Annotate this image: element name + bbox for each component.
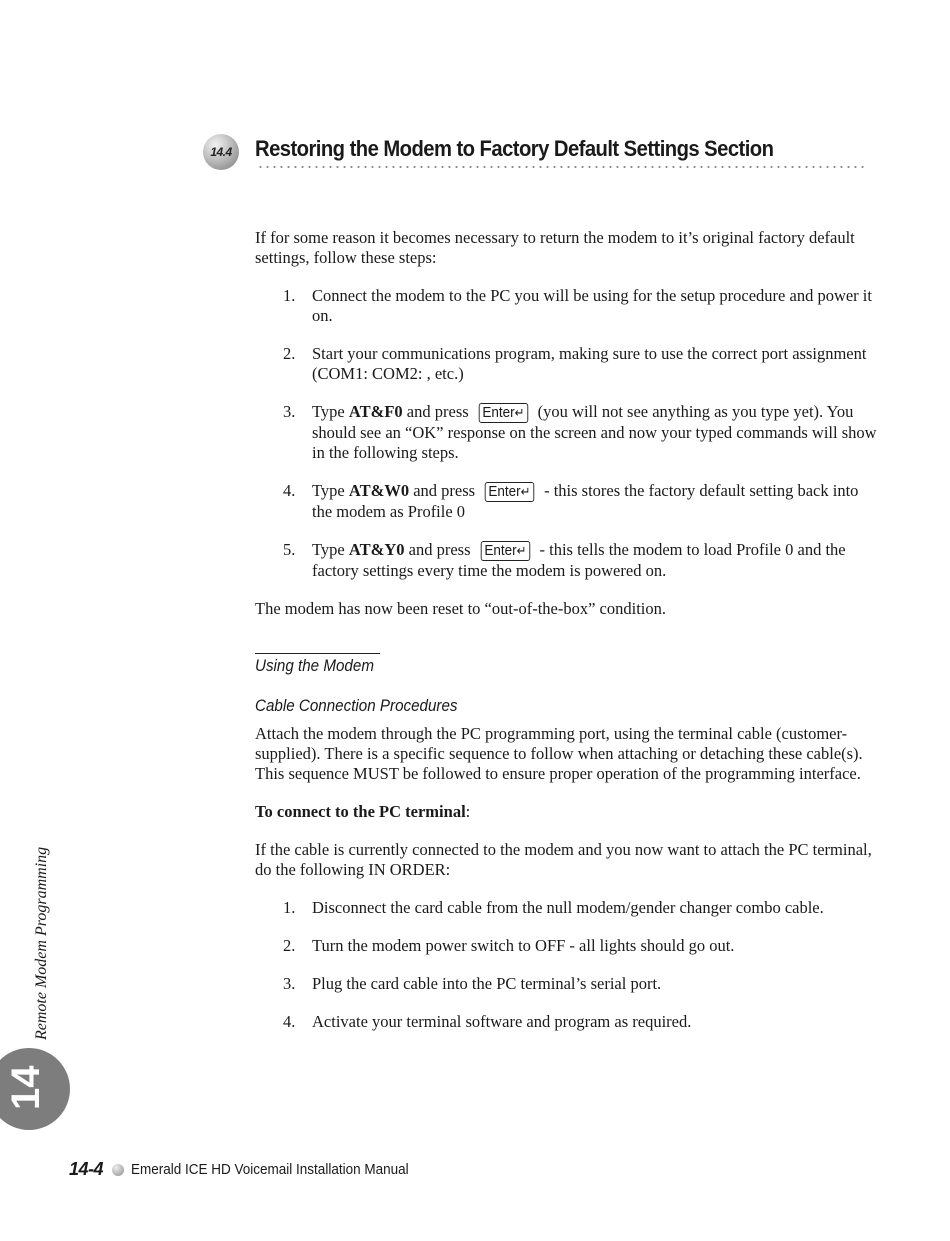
enter-key-graphic [485, 482, 534, 502]
section-number: 14.4 [210, 145, 232, 159]
section-number-badge [203, 134, 239, 170]
subheading-rule [255, 653, 380, 654]
list-item [255, 402, 880, 463]
step-pre: Type [312, 481, 349, 500]
chapter-tab-number: 14 [4, 1065, 48, 1110]
enter-key-label: Enter [482, 404, 515, 421]
list-item [255, 936, 880, 956]
step-pre: Type [312, 540, 349, 559]
step-text: Turn the modem power switch to OFF - all lights should go out. [312, 936, 735, 955]
step-text: Disconnect the card cable from the null modem/gender changer combo cable. [312, 898, 824, 917]
step-number: 2. [283, 936, 296, 955]
connect-colon: : [465, 802, 471, 821]
page-footer [69, 1159, 440, 1180]
list-item [255, 974, 880, 994]
cable-paragraph: Attach the modem through the PC programming port, using the terminal cable (customer-supplied). There is a specific sequence to follow when attaching or detaching these cable(s). This sequence MUST be followed to ensure proper operation of the programming interface. [255, 724, 863, 783]
step-post: (you will not see anything as you type yet). You should see an “OK” response on the screen and now your typed commands will show in the following steps. [312, 402, 877, 462]
manual-title: Emerald ICE HD Voicemail Installation Manual [131, 1161, 409, 1178]
enter-key-label: Enter [488, 483, 521, 500]
list-item [255, 481, 880, 522]
reset-paragraph: The modem has now been reset to “out-of-the-box” condition. [255, 599, 667, 618]
step-mid: and press [404, 540, 471, 559]
enter-key-label: Enter [483, 542, 517, 559]
list-item [255, 898, 880, 918]
step-number: 5. [283, 540, 296, 559]
footer-bullet-icon [112, 1164, 124, 1176]
chapter-side-label: Remote Modem Programming [33, 846, 50, 1040]
connect-heading-line [255, 802, 880, 822]
command-text: AT&W0 [348, 481, 410, 500]
list-item [255, 286, 880, 326]
list-item [255, 344, 880, 384]
step-number: 4. [283, 481, 296, 500]
return-arrow-icon: ↵ [520, 484, 531, 499]
step-post: - this stores the factory default setting back into the modem as Profile 0 [312, 481, 859, 521]
section-title: Restoring the Modem to Factory Default Settings Section [255, 136, 774, 161]
cable-heading: Cable Connection Procedures [255, 697, 458, 715]
step-number: 1. [283, 286, 296, 305]
command-text: AT&Y0 [348, 540, 405, 559]
using-modem-heading: Using the Modem [255, 657, 374, 675]
step-number: 3. [283, 974, 296, 993]
step-text: Plug the card cable into the PC terminal’s serial port. [312, 974, 662, 993]
step-number: 1. [283, 898, 296, 917]
step-mid: and press [409, 481, 476, 500]
main-content [255, 228, 880, 1050]
dotted-rule [257, 163, 867, 171]
intro-paragraph: If for some reason it becomes necessary to return the modem to it’s original factory default settings, follow these steps: [255, 228, 855, 267]
restore-steps-list [255, 286, 880, 581]
step-post: - this tells the modem to load Profile 0 and the factory settings every time the modem is powered on. [312, 540, 846, 580]
connect-heading: To connect to the PC terminal [255, 802, 466, 821]
step-number: 3. [283, 402, 296, 421]
command-text: AT&F0 [348, 402, 403, 421]
return-arrow-icon: ↵ [516, 543, 527, 558]
step-mid: and press [402, 402, 469, 421]
connect-steps-list [255, 898, 880, 1032]
step-number: 4. [283, 1012, 296, 1031]
step-number: 2. [283, 344, 296, 363]
enter-key-graphic [480, 541, 529, 561]
connect-intro: If the cable is currently connected to the modem and you now want to attach the PC terminal, do the following IN ORDER: [255, 840, 872, 879]
page-number: 14-4 [69, 1159, 104, 1179]
list-item [255, 540, 880, 581]
list-item [255, 1012, 880, 1032]
step-text: Connect the modem to the PC you will be using for the setup procedure and power it on. [312, 286, 872, 325]
enter-key-graphic [479, 403, 528, 423]
return-arrow-icon: ↵ [514, 405, 525, 420]
step-pre: Type [312, 402, 349, 421]
step-text: Activate your terminal software and program as required. [312, 1012, 692, 1031]
step-text: Start your communications program, making sure to use the correct port assignment (COM1: COM2: , etc.) [312, 344, 867, 383]
